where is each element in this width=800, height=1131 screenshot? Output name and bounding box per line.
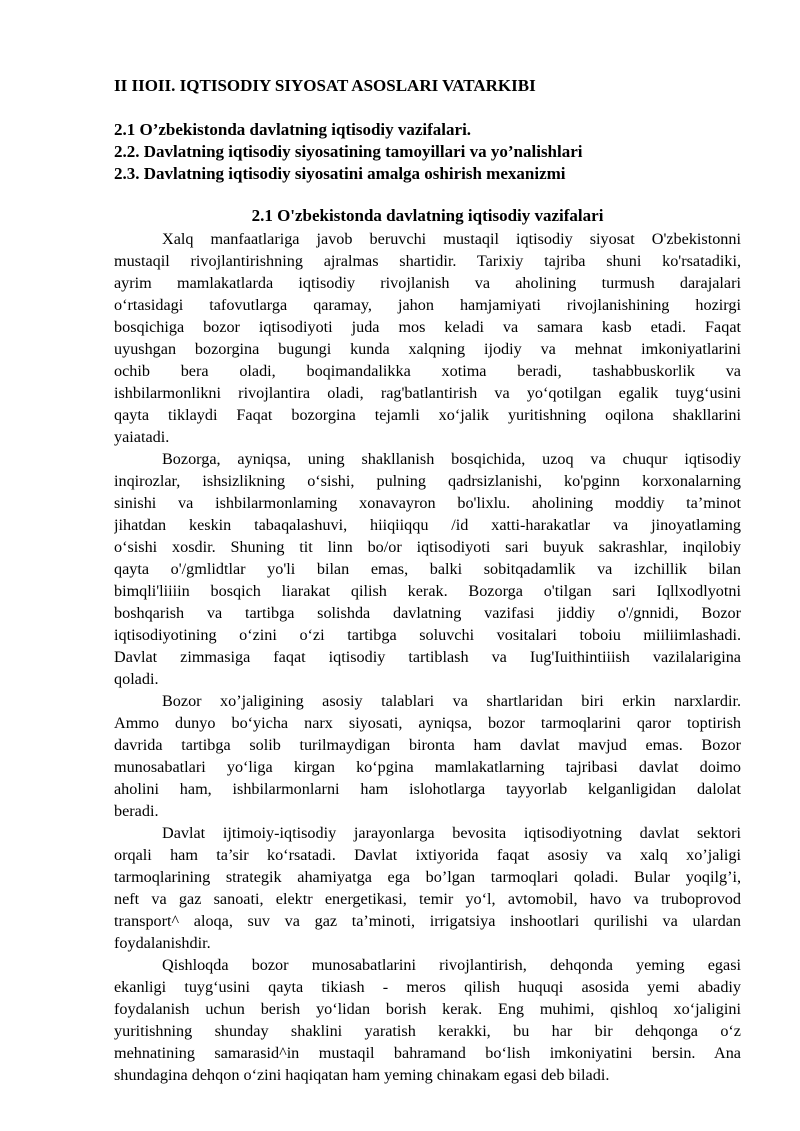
paragraph-line: qayta o'/gmlidtlar yo'li bilan emas, balki sobitqadamlik va izchillik bilan xyxy=(114,560,741,578)
paragraph-line: beradi. xyxy=(114,802,159,820)
paragraph-line: orqali ham ta’sir ko‘rsatadi. Davlat ixtiyorida faqat asosiy va xalq xo’jaligi xyxy=(114,846,741,864)
paragraph-line: Bozorga, ayniqsa, uning shakllanish bosqichida, uzoq va chuqur iqtisodiy xyxy=(162,450,741,468)
paragraph-line: Davlat ijtimoiy-iqtisodiy jarayonlarga bevosita iqtisodiyotning davlat sektori xyxy=(162,824,741,842)
chapter-heading: II IIOII. IQTISODIY SIYOSAT ASOSLARI VATARKIBI xyxy=(114,76,536,95)
toc-item: 2.3. Davlatning iqtisodiy siyosatini amalga oshirish mexanizmi xyxy=(114,164,566,183)
paragraph-line: Davlat zimmasiga faqat iqtisodiy tartiblash va Iug'Iuithintiiish vazilalarigina xyxy=(114,648,741,666)
paragraph-line: Qishloqda bozor munosabatlarini rivojlantirish, dehqonda yeming egasi xyxy=(162,956,741,974)
paragraph-line: sinishi va ishbilarmonlaming xonavayron bo'lixlu. aholining moddiy ta’minot xyxy=(114,494,741,512)
paragraph-line: munosabatlari yo‘liga kirgan ko‘pgina mamlakatlarning tajribasi davlat doimo xyxy=(114,758,741,776)
paragraph-line: o‘sishi xosdir. Shuning tit linn bo/or iqtisodiyoti sari buyuk sakrashlar, inqilobiy xyxy=(114,538,741,556)
paragraph xyxy=(114,690,741,822)
paragraph-line: qoladi. xyxy=(114,670,159,688)
paragraph-line: neft va gaz sanoati, elektr energetikasi, temir yo‘l, avtomobil, havo va truboprovod xyxy=(114,890,741,908)
paragraph-line: Bozor xo’jaligining asosiy talablari va shartlaridan biri erkin narxlardir. xyxy=(162,692,741,710)
paragraph-line: shundagina dehqon o‘zini haqiqatan ham yeming chinakam egasi deb biladi. xyxy=(114,1066,610,1084)
paragraph-line: jihatdan keskin tabaqalashuvi, hiiqiiqqu /id xatti-harakatlar va jinoyatlaming xyxy=(114,516,741,534)
paragraph-line: o‘rtasidagi tafovutlarga qaramay, jahon hamjamiyati rivojlanishining hozirgi xyxy=(114,296,741,314)
paragraph-line: transport^ aloqa, suv va gaz ta’minoti, irrigatsiya inshootlari qurilishi va ulardan xyxy=(114,912,741,930)
toc-item: 2.2. Davlatning iqtisodiy siyosatining tamoyillari va yo’nalishlari xyxy=(114,142,583,161)
paragraph-line: tarmoqlarining strategik ahamiyatga ega bo’lgan tarmoqlari qoladi. Bular yoqilg’i, xyxy=(114,868,741,886)
paragraph-line: yuritishning shunday shaklini yaratish kerakki, bu har bir dehqonga o‘z xyxy=(114,1022,741,1040)
table-of-contents xyxy=(114,119,583,185)
paragraph-line: ekanligi tuyg‘usini qayta tikiash - meros qilish huquqi asosida yemi abadiy xyxy=(114,978,741,996)
paragraph-line: ochib bera oladi, boqimandalikka xotima beradi, tashabbuskorlik va xyxy=(114,362,741,380)
paragraph-line: iqtisodiyotining o‘zini o‘zi tartibga soluvchi vositalari toboiu miiliimlashadi. xyxy=(114,626,741,644)
paragraph-line: foydalanish uchun berish yo‘lidan borish kerak. Eng muhimi, qishloq xo‘jaligini xyxy=(114,1000,741,1018)
paragraph xyxy=(114,822,741,954)
paragraph xyxy=(114,228,741,448)
paragraph xyxy=(114,448,741,690)
paragraph-line: davrida tartibga solib turilmaydigan bironta ham davlat mavjud emas. Bozor xyxy=(114,736,741,754)
paragraph-line: mehnatining samarasid^in mustaqil bahramand bo‘lish imkoniyatini bersin. Ana xyxy=(114,1044,741,1062)
paragraph-line: yaiatadi. xyxy=(114,428,170,446)
paragraph-line: foydalanishdir. xyxy=(114,934,211,952)
paragraph-line: mustaqil rivojlantirishning ajralmas shartidir. Tarixiy tajriba shuni ko'rsatadiki, xyxy=(114,252,741,270)
paragraph-line: boshqarish va tartibga solishda davlatning vazifasi jiddiy o'/gnnidi, Bozor xyxy=(114,604,741,622)
body-text xyxy=(114,228,741,1086)
paragraph-line: bimqli'liiiin bosqich liarakat qilish kerak. Bozorga o'tilgan sari Iqllxodlyotni xyxy=(114,582,741,600)
section-title: 2.1 O'zbekistonda davlatning iqtisodiy vazifalari xyxy=(251,206,604,225)
paragraph-line: bosqichiga bozor iqtisodiyoti juda mos keladi va samara kasb etadi. Faqat xyxy=(114,318,741,336)
paragraph-line: inqirozlar, ishsizlikning o‘sishi, pulning qadrsizlanishi, ko'pginn korxonalarning xyxy=(114,472,741,490)
paragraph-line: Xalq manfaatlariga javob beruvchi mustaqil iqtisodiy siyosat O'zbekistonni xyxy=(162,230,741,248)
paragraph-line: Ammo dunyo bo‘yicha narx siyosati, ayniqsa, bozor tarmoqlarini qaror toptirish xyxy=(114,714,741,732)
toc-item: 2.1 O’zbekistonda davlatning iqtisodiy vazifalari. xyxy=(114,120,472,139)
paragraph-line: uyushgan bozorgina bugungi kunda xalqning ijodiy va mehnat imkoniyatlarini xyxy=(114,340,741,358)
paragraph-line: ishbilarmonlikni rivojlantira oladi, rag'batlantirish va yo‘qotilgan egalik tuyg‘usini xyxy=(114,384,741,402)
paragraph-line: qayta tiklaydi Faqat bozorgina tejamli xo‘jalik yuritishning oqilona shakllarini xyxy=(114,406,741,424)
paragraph xyxy=(114,954,741,1086)
paragraph-line: aholini ham, ishbilarmonlarni ham islohotlarga tayyorlab kelganligidan dalolat xyxy=(114,780,741,798)
paragraph-line: ayrim mamlakatlarda iqtisodiy rivojlanish va aholining turmush darajalari xyxy=(114,274,741,292)
